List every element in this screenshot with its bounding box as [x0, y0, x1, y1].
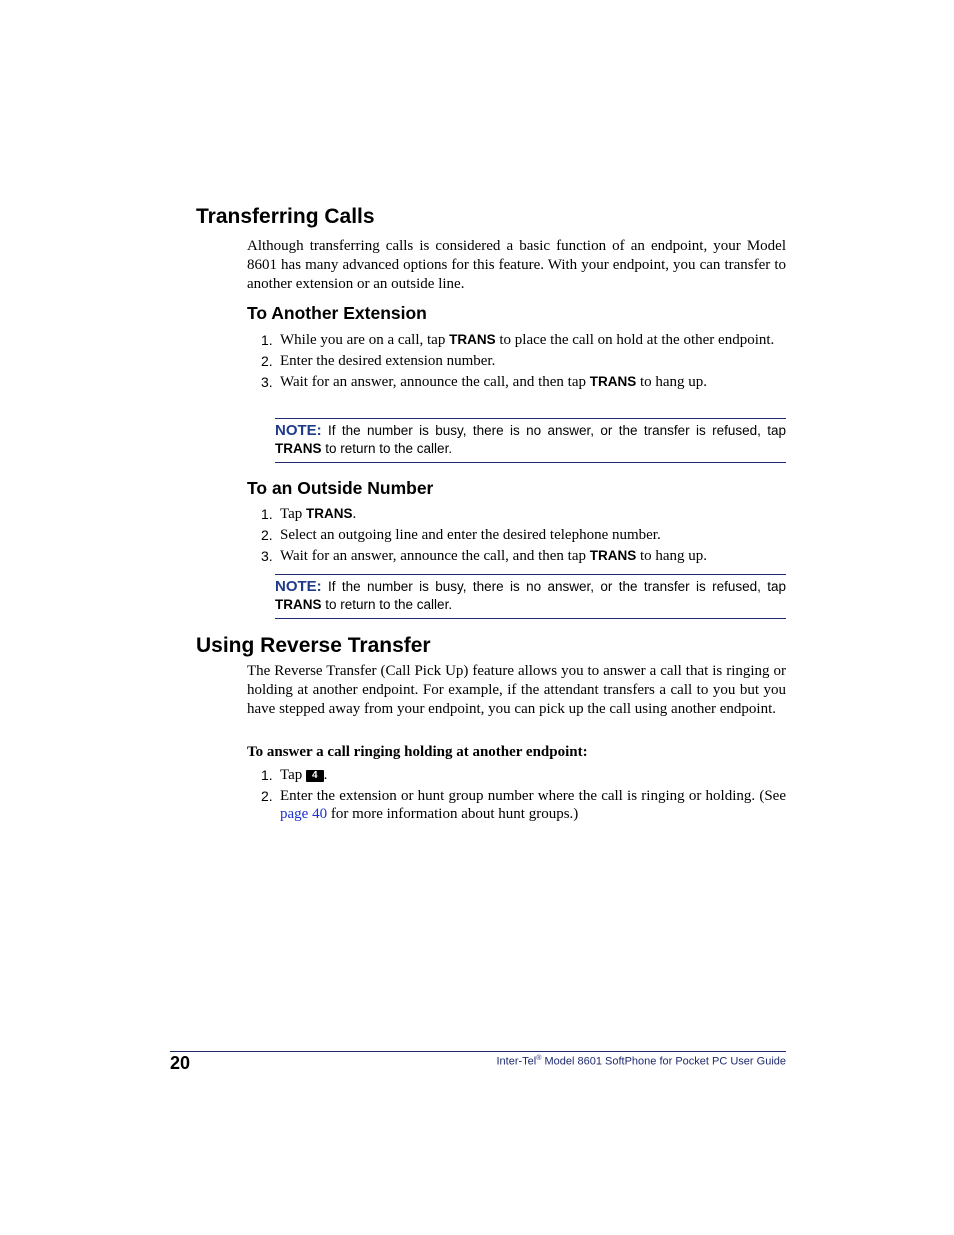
outside-number-steps [247, 505, 786, 568]
reverse-transfer-intro: The Reverse Transfer (Call Pick Up) feature allows you to answer a call that is ringing or holding at another endpoint. For example, if the attendant transfers a call to you but you have stepped away from your endpoint, you can pick up the call using another endpoint. [247, 663, 786, 717]
subsection-title-another-extension: To Another Extension [247, 303, 427, 323]
section-title-transferring-calls: Transferring Calls [196, 205, 375, 228]
footer-title-text: Model 8601 SoftPhone for Pocket PC User Guide [541, 1055, 786, 1068]
step-number: 1. [261, 506, 273, 522]
key-4-icon: 4 [306, 770, 324, 782]
footer-brand: Inter-Tel [496, 1055, 537, 1068]
note-label: NOTE: [275, 578, 322, 595]
trans-key-label: TRANS [275, 597, 322, 612]
step-text: Enter the extension or hunt group number where the call is ringing or holding. (See [280, 788, 786, 804]
step-text: to hang up. [636, 548, 708, 564]
step-number: 2. [261, 353, 273, 369]
note-box-extension [275, 418, 786, 463]
step-text: for more information about hunt groups.) [327, 806, 579, 822]
step-text: Wait for an answer, announce the call, and then tap [280, 548, 590, 564]
step-text: to hang up. [636, 374, 708, 390]
note-text: If the number is busy, there is no answer, or the transfer is refused, tap [321, 579, 786, 594]
trans-key-label: TRANS [589, 548, 637, 563]
another-extension-steps [247, 331, 786, 394]
list-item [247, 787, 786, 823]
reverse-transfer-steps [247, 766, 786, 826]
list-item [247, 526, 786, 544]
subsection-title-outside-number: To an Outside Number [247, 478, 434, 498]
step-number: 1. [261, 767, 273, 783]
note-text: If the number is busy, there is no answer, or the transfer is refused, tap [321, 423, 786, 438]
list-item [247, 331, 786, 349]
step-text: Select an outgoing line and enter the desired telephone number. [280, 527, 661, 543]
transferring-calls-intro: Although transferring calls is considered a basic function of an endpoint, your Model 8601 has many advanced options for this feature. With your endpoint, you can transfer to another extension or an outside line. [247, 238, 786, 292]
list-item [247, 505, 786, 523]
note-box-outside [275, 574, 786, 619]
footer-guide-title [497, 1052, 787, 1069]
step-number: 2. [261, 788, 273, 804]
page-40-link[interactable]: page 40 [280, 806, 328, 822]
step-text: Wait for an answer, announce the call, and then tap [280, 374, 590, 390]
list-item [247, 352, 786, 370]
trans-key-label: TRANS [449, 332, 496, 347]
note-text: to return to the caller. [321, 441, 453, 456]
step-number: 2. [261, 527, 273, 543]
step-text: Tap [280, 506, 307, 522]
step-number: 3. [261, 374, 273, 390]
trans-key-label: TRANS [306, 506, 353, 521]
trans-key-label: TRANS [275, 441, 322, 456]
step-text: to place the call on hold at the other endpoint. [495, 332, 775, 348]
section-title-reverse-transfer: Using Reverse Transfer [196, 634, 431, 657]
list-item [247, 547, 786, 565]
trans-key-label: TRANS [589, 374, 637, 389]
note-text: to return to the caller. [321, 597, 453, 612]
step-text: . [352, 506, 357, 522]
procedure-heading: To answer a call ringing holding at another endpoint: [247, 744, 588, 760]
step-number: 1. [261, 332, 273, 348]
step-text: Tap [280, 767, 307, 783]
step-text: . [323, 767, 328, 783]
note-label: NOTE: [275, 422, 322, 439]
step-text: While you are on a call, tap [280, 332, 450, 348]
step-number: 3. [261, 548, 273, 564]
step-text: Enter the desired extension number. [280, 353, 496, 369]
registered-mark: ® [536, 1055, 542, 1062]
list-item [247, 766, 786, 784]
list-item [247, 373, 786, 391]
page-number: 20 [170, 1053, 191, 1073]
